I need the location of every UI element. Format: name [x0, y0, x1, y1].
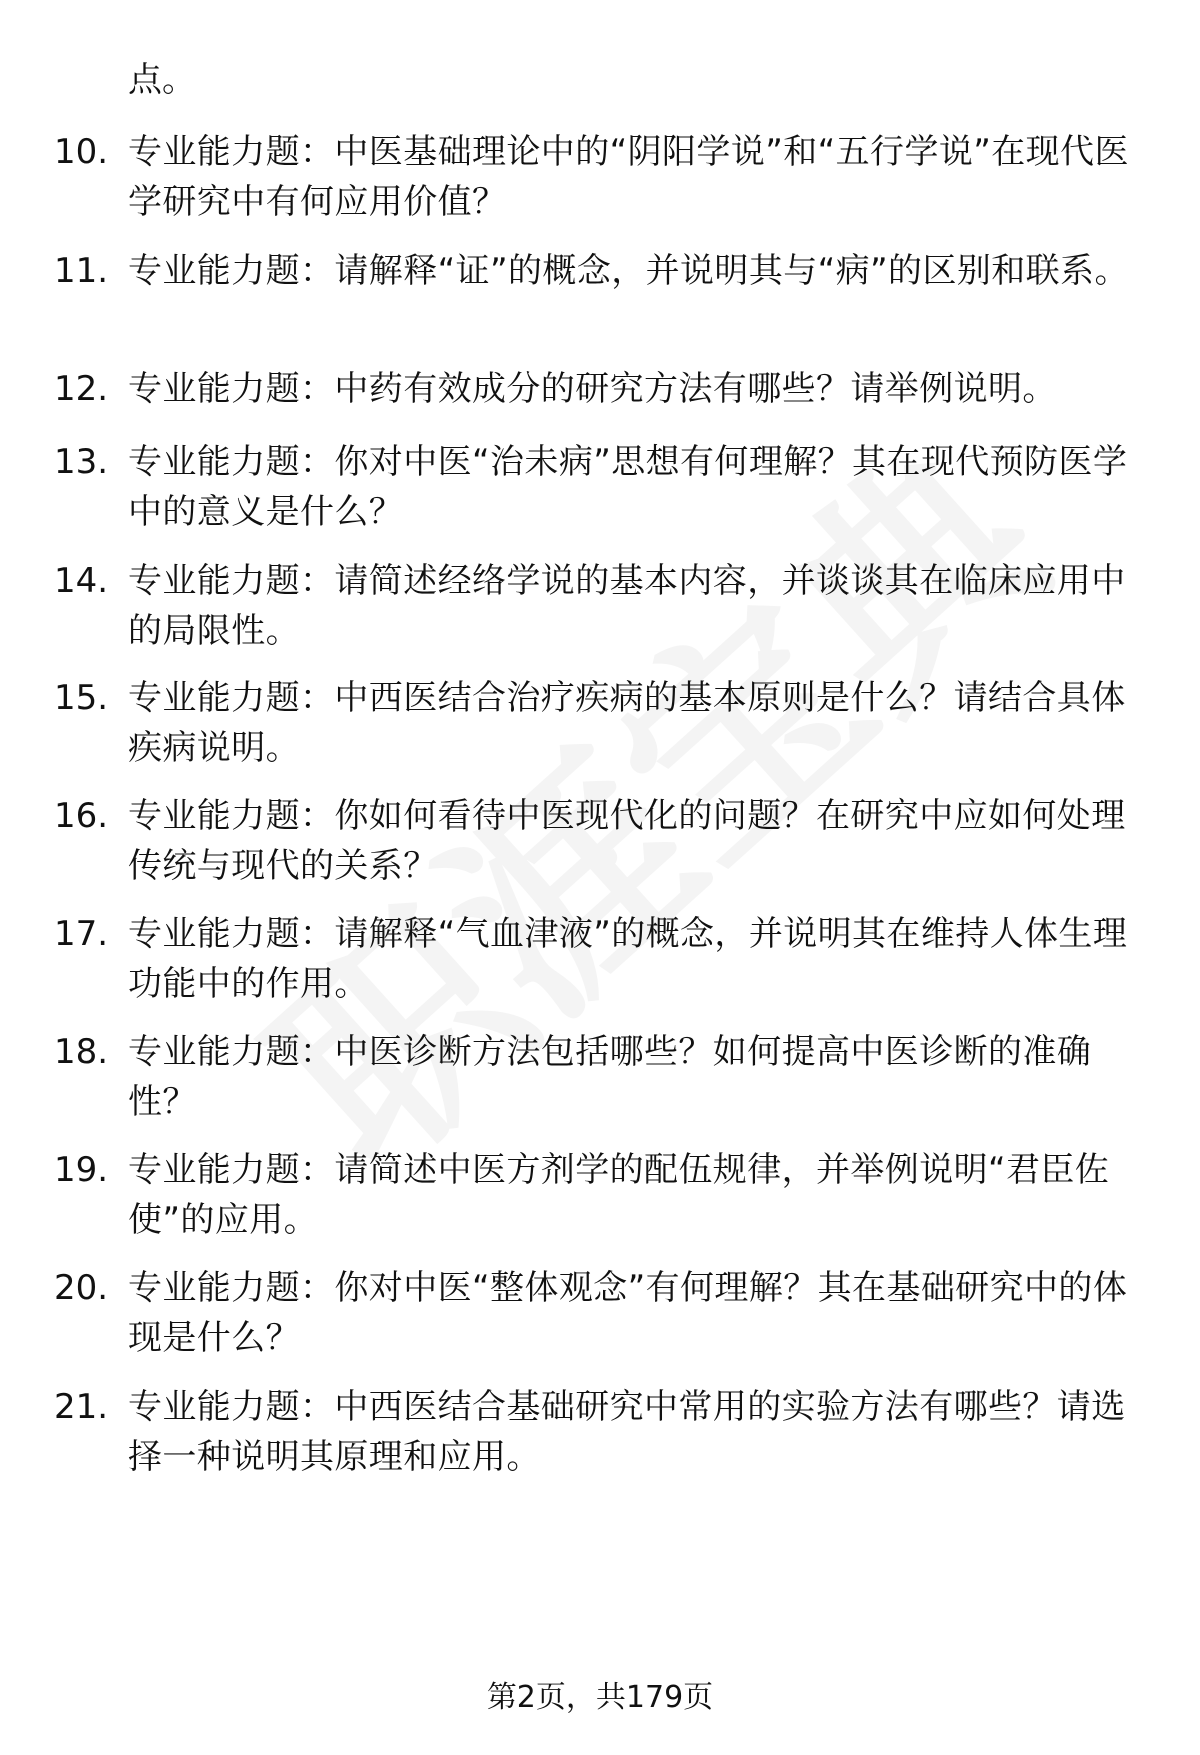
question-text: 专业能力题：中医诊断方法包括哪些？如何提高中医诊断的准确性？: [128, 1032, 1092, 1122]
question-text: 专业能力题：请简述经络学说的基本内容，并谈谈其在临床应用中的局限性。: [128, 561, 1126, 651]
question-number: 16.: [54, 796, 109, 836]
question-number: 14.: [54, 561, 109, 601]
question-text: 专业能力题：中西医结合基础研究中常用的实验方法有哪些？请选择一种说明其原理和应用。: [128, 1387, 1126, 1477]
question-number: 17.: [54, 914, 109, 954]
question-text: 专业能力题：请解释“气血津液”的概念，并说明其在维持人体生理功能中的作用。: [128, 914, 1128, 1004]
question-number: 10.: [54, 132, 109, 172]
question-text: 专业能力题：请解释“证”的概念，并说明其与“病”的区别和联系。: [128, 251, 1129, 291]
question-text: 专业能力题：你对中医“治未病”思想有何理解？其在现代预防医学中的意义是什么？: [128, 442, 1128, 532]
question-number: 15.: [54, 678, 109, 718]
question-text: 专业能力题：中医基础理论中的“阴阳学说”和“五行学说”在现代医学研究中有何应用价值？: [128, 132, 1129, 222]
question-number: 11.: [54, 251, 109, 291]
question-number: 13.: [54, 442, 109, 482]
question-number: 20.: [54, 1268, 109, 1308]
continuation-text: 点。: [128, 60, 196, 100]
question-text: 专业能力题：请简述中医方剂学的配伍规律，并举例说明“君臣佐使”的应用。: [128, 1150, 1110, 1240]
question-number: 12.: [54, 369, 109, 409]
question-number: 18.: [54, 1032, 109, 1072]
question-number: 21.: [54, 1387, 109, 1427]
question-number: 19.: [54, 1150, 109, 1190]
question-text: 专业能力题：你对中医“整体观念”有何理解？其在基础研究中的体现是什么？: [128, 1268, 1128, 1358]
question-text: 专业能力题：你如何看待中医现代化的问题？在研究中应如何处理传统与现代的关系？: [128, 796, 1126, 886]
question-text: 专业能力题：中药有效成分的研究方法有哪些？请举例说明。: [128, 369, 1057, 409]
question-text: 专业能力题：中西医结合治疗疾病的基本原则是什么？请结合具体疾病说明。: [128, 678, 1126, 768]
page-footer: 第2页，共179页: [486, 1680, 714, 1715]
